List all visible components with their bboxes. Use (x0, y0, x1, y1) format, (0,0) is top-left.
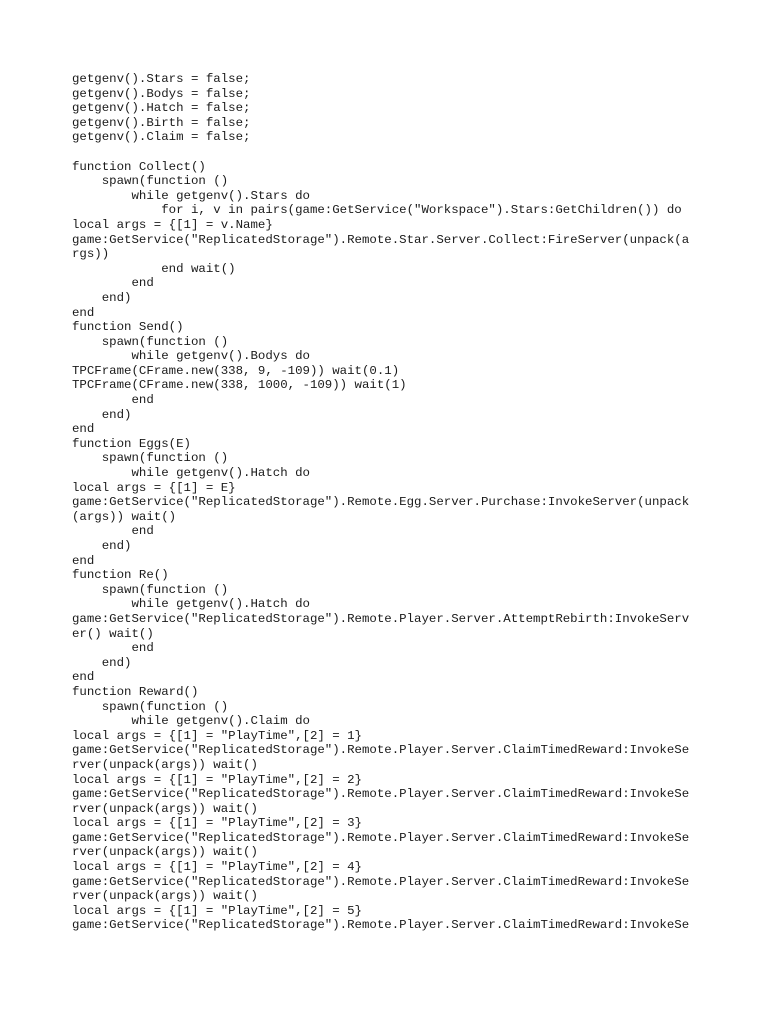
code-line: function Re() (72, 568, 169, 583)
code-line: rver(unpack(args)) wait() (72, 757, 258, 772)
code-line: er() wait() (72, 626, 154, 641)
code-line: game:GetService("ReplicatedStorage").Remote.Star.Server.Collect:FireServer(unpack(a (72, 232, 690, 247)
code-line: game:GetService("ReplicatedStorage").Remote.Player.Server.ClaimTimedReward:InvokeSe (72, 787, 690, 802)
code-line: while getgenv().Hatch do (72, 597, 310, 612)
code-line: game:GetService("ReplicatedStorage").Remote.Player.Server.ClaimTimedReward:InvokeSe (72, 743, 690, 758)
code-line: local args = {[1] = v.Name} (72, 217, 273, 232)
code-line: end (72, 305, 95, 320)
code-line: while getgenv().Bodys do (72, 349, 310, 364)
code-line: end (72, 670, 95, 685)
code-line: end (72, 553, 95, 568)
code-line: end (72, 524, 154, 539)
code-line: end (72, 641, 154, 656)
code-line: rver(unpack(args)) wait() (72, 801, 258, 816)
code-line: spawn(function () (72, 699, 229, 714)
code-line: end (72, 422, 95, 437)
code-line: while getgenv().Claim do (72, 714, 310, 729)
code-line: end) (72, 655, 132, 670)
code-line: TPCFrame(CFrame.new(338, 1000, -109)) wait(1) (72, 378, 407, 393)
code-line: function Collect() (72, 159, 206, 174)
code-line: function Eggs(E) (72, 436, 191, 451)
code-line: spawn(function () (72, 334, 229, 349)
code-line: end) (72, 290, 132, 305)
code-line: while getgenv().Hatch do (72, 466, 310, 481)
code-line: function Send() (72, 320, 184, 335)
code-line: end (72, 276, 154, 291)
code-line: getgenv().Hatch = false; (72, 101, 251, 116)
code-line: TPCFrame(CFrame.new(338, 9, -109)) wait(0.1) (72, 363, 400, 378)
code-line: end wait() (72, 261, 236, 276)
code-line: rver(unpack(args)) wait() (72, 889, 258, 904)
code-line: spawn(function () (72, 451, 229, 466)
code-line: local args = {[1] = E} (72, 480, 236, 495)
code-line: end) (72, 407, 132, 422)
code-line: while getgenv().Stars do (72, 188, 310, 203)
code-line: spawn(function () (72, 582, 229, 597)
code-line: getgenv().Bodys = false; (72, 86, 251, 101)
code-line: function Reward() (72, 684, 199, 699)
code-line: spawn(function () (72, 174, 229, 189)
code-line: for i, v in pairs(game:GetService("Workspace").Stars:GetChildren()) do (72, 203, 682, 218)
code-line: getgenv().Birth = false; (72, 115, 251, 130)
code-line (72, 145, 702, 160)
code-line: game:GetService("ReplicatedStorage").Remote.Player.Server.AttemptRebirth:InvokeServ (72, 611, 690, 626)
code-block (72, 72, 702, 933)
code-line: rgs)) (72, 247, 110, 262)
code-line: getgenv().Claim = false; (72, 130, 251, 145)
code-line: game:GetService("ReplicatedStorage").Remote.Player.Server.ClaimTimedReward:InvokeSe (72, 918, 690, 933)
code-line: game:GetService("ReplicatedStorage").Remote.Player.Server.ClaimTimedReward:InvokeSe (72, 830, 690, 845)
code-line: (args)) wait() (72, 509, 177, 524)
code-line: local args = {[1] = "PlayTime",[2] = 1} (72, 728, 362, 743)
code-line: game:GetService("ReplicatedStorage").Remote.Egg.Server.Purchase:InvokeServer(unpack (72, 495, 690, 510)
code-line: local args = {[1] = "PlayTime",[2] = 3} (72, 816, 362, 831)
code-line: end (72, 393, 154, 408)
code-line: end) (72, 539, 132, 553)
code-line: game:GetService("ReplicatedStorage").Remote.Player.Server.ClaimTimedReward:InvokeSe (72, 874, 690, 889)
code-line: rver(unpack(args)) wait() (72, 845, 258, 860)
code-line: local args = {[1] = "PlayTime",[2] = 4} (72, 860, 362, 875)
code-line: getgenv().Stars = false; (72, 72, 251, 86)
code-line: local args = {[1] = "PlayTime",[2] = 2} (72, 772, 362, 787)
code-line: local args = {[1] = "PlayTime",[2] = 5} (72, 903, 362, 918)
